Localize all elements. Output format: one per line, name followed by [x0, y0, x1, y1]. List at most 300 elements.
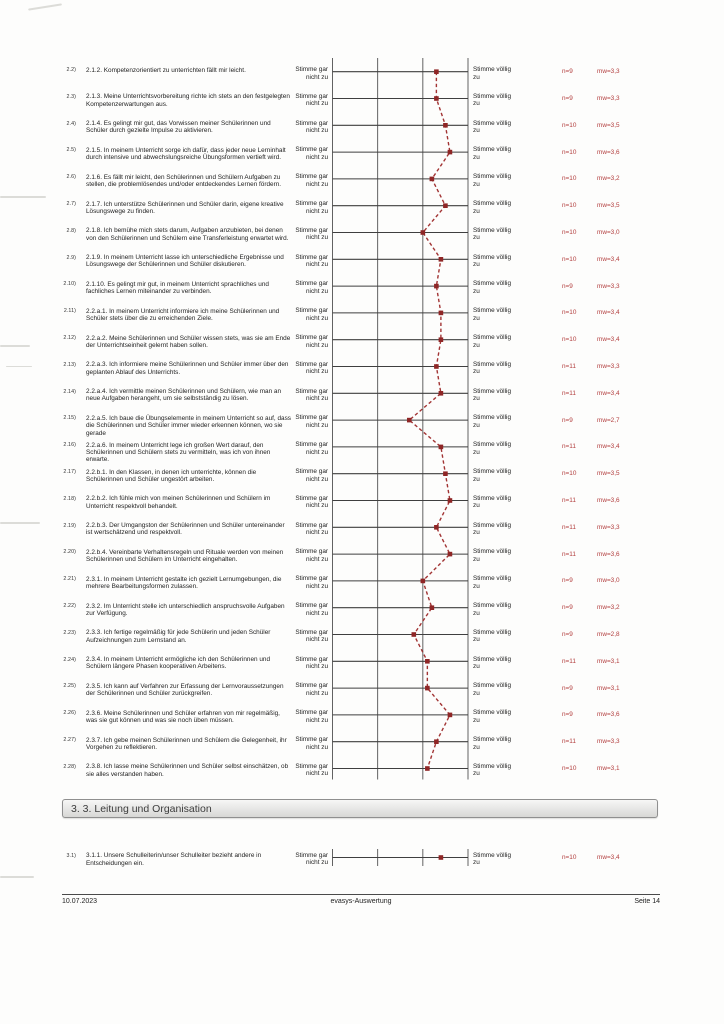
mean-marker: [439, 855, 444, 860]
scale-left-label-line: Stimme gar: [295, 521, 328, 529]
scale-right-label: [473, 173, 537, 188]
scale-right-label-line: Stimme völlig: [473, 414, 511, 422]
scale-left-label: [264, 334, 328, 349]
scale-right-label: [473, 441, 537, 456]
item-number: 2.14): [63, 388, 76, 395]
footer-divider: [62, 894, 660, 895]
n-value: n=9: [562, 68, 573, 76]
item-number: 3.1): [66, 852, 76, 859]
scale-right-label-line: Stimme völlig: [473, 173, 511, 181]
scale-right-label: [473, 522, 537, 537]
scale-right-label: [473, 736, 537, 751]
mw-value: mw=3,1: [597, 657, 620, 665]
scale-right-label-line: Stimme völlig: [473, 441, 511, 449]
scale-left-label: [264, 280, 328, 295]
scale-left-label: [264, 575, 328, 590]
scale-left-label-line: nicht zu: [305, 341, 328, 349]
scale-right-label-line: Stimme völlig: [473, 736, 511, 743]
mean-marker: [448, 498, 453, 503]
mw-value: mw=3,6: [597, 497, 620, 505]
mean-marker: [434, 69, 439, 74]
scan-artifact: [0, 876, 34, 878]
scale-left-label-line: Stimme gar: [295, 548, 328, 556]
scale-left-label: [264, 522, 328, 537]
item-text: 2.3.1. In meinem Unterricht gestalte ich gezielt Lernumgebungen, die mehrere Bearbeitungsformen zulassen.: [86, 575, 282, 591]
item-text: 2.1.6. Es fällt mir leicht, den Schülerinnen und Schülern Aufgaben zu stellen, die problemlösendes und/oder entdeckendes Lernen fördern.: [86, 173, 282, 189]
mean-marker: [434, 96, 439, 101]
scale-right-label: [473, 334, 537, 349]
scale-right-label: [473, 146, 537, 161]
item-number: 2.15): [63, 415, 76, 422]
scale-left-label: [264, 763, 328, 778]
scale-left-label-line: Stimme gar: [295, 709, 328, 717]
scale-left-label-line: nicht zu: [305, 582, 328, 590]
n-value: n=10: [562, 229, 577, 237]
scale-left-label-line: Stimme gar: [295, 851, 328, 859]
footer-title: evasys-Auswertung: [330, 898, 392, 905]
mean-marker: [434, 739, 439, 744]
scale-left-label: [264, 66, 328, 81]
scale-right-label-line: zu: [473, 100, 480, 108]
scale-right-label-line: zu: [473, 859, 480, 867]
scale-left-label-line: nicht zu: [305, 689, 328, 697]
scale-left-label: [264, 120, 328, 135]
n-value: n=10: [562, 175, 577, 183]
mw-value: mw=3,3: [597, 738, 620, 746]
item-text: 2.3.3. Ich fertige regelmäßig für jede Schülerin und jeden Schüler Aufzeichnungen zum Lernstand an.: [86, 629, 271, 644]
item-number: 2.16): [63, 442, 76, 449]
mean-marker: [443, 471, 448, 476]
n-value: n=11: [562, 550, 576, 558]
n-value: n=9: [562, 416, 573, 424]
scale-left-label-line: nicht zu: [305, 207, 328, 215]
scan-artifact: [0, 345, 30, 347]
item-text: 2.1.4. Es gelingt mir gut, das Vorwissen meiner Schülerinnen und Schüler durch gezielte Impulse zu aktivieren.: [86, 120, 271, 135]
scale-right-label-line: zu: [473, 314, 480, 322]
scale-right-label: [473, 548, 537, 563]
scale-left-label-line: Stimme gar: [295, 602, 328, 609]
scale-left-label: [264, 388, 328, 403]
mw-value: mw=3,3: [597, 282, 620, 290]
mw-value: mw=3,5: [597, 121, 620, 129]
mw-value: mw=3,4: [597, 443, 620, 451]
scale-left-label-line: nicht zu: [305, 770, 328, 778]
mw-value: mw=3,3: [597, 95, 620, 103]
scale-right-label-line: Stimme völlig: [473, 468, 511, 475]
mean-marker: [439, 311, 444, 316]
scale-right-label-line: zu: [473, 475, 480, 483]
item-number: 2.7): [66, 201, 76, 208]
scale-right-label: [473, 388, 537, 403]
item-number: 2.6): [66, 174, 76, 181]
n-value: n=10: [562, 854, 577, 862]
item-text: 2.1.8. Ich bemühe mich stets darum, Aufgaben anzubieten, bei denen von den Schülerinnen und Schülern eine Transferleistung erwartet wird.: [86, 227, 289, 242]
scale-right-label-line: Stimme völlig: [473, 334, 511, 341]
scale-right-label: [473, 602, 537, 617]
profile-line: [409, 72, 450, 769]
scale-right-label: [473, 468, 537, 483]
item-number: 2.4): [66, 120, 76, 127]
item-text: 2.2.a.1. In meinem Unterricht informiere ich meine Schülerinnen und Schüler stets über die zu erreichenden Ziele.: [86, 307, 280, 323]
scale-left-label: [264, 414, 328, 429]
scale-right-label-line: Stimme völlig: [473, 360, 511, 368]
scale-left-label: [264, 441, 328, 456]
mean-marker: [430, 605, 435, 610]
scale-left-label-line: nicht zu: [305, 127, 328, 135]
scale-right-label-line: Stimme völlig: [473, 280, 511, 288]
scale-right-label-line: zu: [473, 287, 480, 295]
scale-right-label-line: zu: [473, 207, 480, 215]
scale-right-label-line: Stimme völlig: [473, 253, 511, 261]
scale-right-label-line: zu: [473, 609, 480, 617]
scale-right-label-line: zu: [473, 127, 480, 135]
item-number: 2.17): [63, 469, 76, 476]
item-number: 2.13): [63, 361, 76, 368]
mw-value: mw=3,4: [597, 389, 620, 397]
scale-left-label: [264, 656, 328, 671]
scale-right-label-line: zu: [473, 689, 480, 697]
item-text: 2.3.6. Meine Schülerinnen und Schüler erfahren von mir regelmäßig, was sie gut können und was sie noch üben müssen.: [86, 709, 280, 725]
item-text: 2.1.5. In meinem Unterricht sorge ich dafür, dass jeder neue Lerninhalt durch intensive und abwechslungsreiche Übungsformen vertieft wird.: [86, 146, 286, 162]
scale-right-label: [473, 120, 537, 135]
mw-value: mw=3,4: [597, 336, 620, 344]
footer-date: 10.07.2023: [62, 898, 98, 905]
scale-left-label-line: Stimme gar: [295, 682, 328, 690]
item-text: 2.1.9. In meinem Unterricht lasse ich unterschiedliche Ergebnisse und Lösungswege der Schülerinnen und Schüler diskutieren.: [86, 254, 284, 269]
scale-left-label-line: Stimme gar: [295, 494, 328, 502]
item-number: 2.28): [63, 763, 76, 770]
item-text: 2.3.8. Ich lasse meine Schülerinnen und Schüler selbst einschätzen, ob sie alles verstanden haben.: [86, 763, 289, 778]
mean-marker: [430, 177, 435, 182]
n-value: n=9: [562, 631, 573, 639]
scale-left-label: [264, 227, 328, 242]
n-value: n=10: [562, 470, 577, 478]
item-number: 2.22): [63, 603, 76, 610]
scale-left-label-line: nicht zu: [305, 180, 328, 188]
scale-right-label-line: Stimme völlig: [473, 146, 511, 154]
scale-left-label-line: nicht zu: [305, 421, 328, 429]
scale-left-label-line: Stimme gar: [295, 253, 328, 261]
scale-right-label: [473, 763, 537, 778]
scale-left-label: [264, 548, 328, 563]
item-number: 2.26): [63, 710, 76, 717]
mean-marker: [425, 686, 430, 691]
scale-left-label-line: nicht zu: [305, 153, 328, 161]
mw-value: mw=2,8: [597, 631, 620, 639]
scale-left-label-line: Stimme gar: [295, 762, 328, 770]
scale-right-label: [473, 227, 537, 242]
scale-left-label-line: nicht zu: [305, 475, 328, 483]
scale-left-label-line: nicht zu: [305, 502, 328, 510]
item-number: 2.9): [66, 254, 76, 261]
scale-right-label: [473, 66, 537, 81]
n-value: n=9: [562, 95, 573, 103]
scale-right-label-line: zu: [473, 716, 480, 724]
scale-right-label-line: Stimme völlig: [473, 851, 511, 859]
scale-right-label: [473, 495, 537, 510]
scale-right-label: [473, 629, 537, 644]
scale-right-label-line: zu: [473, 636, 480, 644]
scale-right-label: [473, 852, 537, 867]
scale-left-label: [264, 602, 328, 617]
mw-value: mw=3,4: [597, 854, 620, 862]
item-text: 2.3.5. Ich kann auf Verfahren zur Erfassung der Lernvoraussetzungen der Schülerinnen und Schüler zurückgreifen.: [86, 682, 284, 698]
scale-left-label-line: Stimme gar: [295, 146, 328, 154]
item-text: 2.1.10. Es gelingt mir gut, in meinem Unterricht sprachliches und fachliches Lernen miteinander zu verbinden.: [86, 280, 269, 296]
scale-right-label: [473, 93, 537, 108]
mw-value: mw=3,4: [597, 309, 620, 317]
scale-left-label-line: Stimme gar: [295, 468, 328, 475]
scale-left-label-line: nicht zu: [305, 555, 328, 563]
scale-left-label: [264, 682, 328, 697]
mw-value: mw=3,0: [597, 229, 620, 237]
n-value: n=10: [562, 202, 577, 210]
scale-left-label-line: nicht zu: [305, 234, 328, 242]
n-value: n=9: [562, 711, 573, 719]
scale-left-label: [264, 93, 328, 108]
n-value: n=9: [562, 577, 573, 585]
mw-value: mw=2,7: [597, 416, 620, 424]
item-text: 2.2.b.4. Vereinbarte Verhaltensregeln und Rituale werden von meinen Schülerinnen und Schülern im Unterricht eingehalten.: [86, 548, 284, 564]
mean-marker: [407, 418, 412, 423]
scale-right-label-line: zu: [473, 582, 480, 590]
item-number: 2.18): [63, 495, 76, 502]
scale-right-label-line: Stimme völlig: [473, 548, 511, 556]
item-text: 2.2.b.1. In den Klassen, in denen ich unterrichte, können die Schülerinnen und Schüler ungestört arbeiten.: [86, 468, 257, 483]
scale-left-label-line: Stimme gar: [295, 360, 328, 368]
scale-right-label: [473, 361, 537, 376]
scale-right-label: [473, 414, 537, 429]
scale-left-label-line: nicht zu: [305, 73, 328, 81]
scale-right-label: [473, 656, 537, 671]
mean-marker: [448, 150, 453, 155]
scale-right-label-line: Stimme völlig: [473, 602, 511, 609]
mean-marker: [443, 123, 448, 128]
mw-value: mw=3,6: [597, 148, 620, 156]
n-value: n=9: [562, 282, 573, 290]
section-title: 3. 3. Leitung und Organisation: [71, 803, 212, 815]
mw-value: mw=3,3: [597, 363, 620, 371]
scale-left-label-line: Stimme gar: [295, 414, 328, 422]
scale-left-label: [264, 468, 328, 483]
mean-marker: [434, 525, 439, 530]
scale-left-label: [264, 173, 328, 188]
scale-right-label-line: zu: [473, 502, 480, 510]
item-number: 2.24): [63, 656, 76, 663]
n-value: n=11: [562, 523, 576, 531]
n-value: n=11: [562, 657, 576, 665]
item-text: 3.1.1. Unsere Schulleiterin/unser Schulleiter bezieht andere in Entscheidungen ein.: [86, 852, 262, 867]
scale-left-label-line: nicht zu: [305, 716, 328, 724]
scale-right-label-line: Stimme völlig: [473, 682, 511, 690]
scale-right-label-line: zu: [473, 341, 480, 349]
scale-right-label-line: Stimme völlig: [473, 66, 511, 73]
scan-artifact: [0, 196, 46, 198]
scale-left-label-line: nicht zu: [305, 663, 328, 671]
item-number: 2.5): [66, 147, 76, 154]
scale-left-label: [264, 254, 328, 269]
item-text: 2.2.a.6. In meinem Unterricht lege ich großen Wert darauf, den Schülerinnen und Schülern stets zu vermitteln, was ich von ihnen erwarte.: [86, 441, 271, 464]
scale-right-label-line: Stimme völlig: [473, 226, 511, 234]
scale-right-label-line: zu: [473, 368, 480, 376]
item-text: 2.2.a.5. Ich baue die Übungselemente in meinem Unterricht so auf, dass die Schülerinnen und Schüler immer wieder erkennen können, wo sie gerade: [86, 414, 291, 437]
scale-right-label-line: Stimme völlig: [473, 655, 511, 663]
n-value: n=11: [562, 443, 576, 451]
item-text: 2.1.2. Kompetenzorientiert zu unterrichten fällt mir leicht.: [86, 66, 246, 74]
item-text: 2.3.7. Ich gebe meinen Schülerinnen und Schülern die Gelegenheit, ihr Vorgehen zu reflektieren.: [86, 736, 287, 751]
scale-left-label: [264, 736, 328, 751]
item-number: 2.8): [66, 227, 76, 234]
mw-value: mw=3,2: [597, 175, 620, 183]
scale-right-label-line: Stimme völlig: [473, 92, 511, 100]
mw-value: mw=3,3: [597, 523, 620, 531]
mean-marker: [443, 203, 448, 208]
item-number: 2.3): [66, 93, 76, 100]
mean-marker: [448, 552, 453, 557]
scale-left-label-line: Stimme gar: [295, 307, 328, 315]
item-text: 2.3.4. In meinem Unterricht ermögliche ich den Schülerinnen und Schülern längere Phasen kooperativen Arbeitens.: [86, 656, 271, 671]
n-value: n=10: [562, 255, 577, 263]
scale-right-label-line: Stimme völlig: [473, 200, 511, 207]
mean-marker: [434, 364, 439, 369]
item-number: 2.21): [63, 576, 76, 583]
scale-right-label: [473, 575, 537, 590]
scale-left-label: [264, 629, 328, 644]
scale-right-label-line: Stimme völlig: [473, 387, 511, 395]
scan-artifact: [6, 366, 32, 367]
scale-left-label-line: Stimme gar: [295, 334, 328, 341]
scale-left-label: [264, 146, 328, 161]
mw-value: mw=3,3: [597, 68, 620, 76]
n-value: n=11: [562, 363, 576, 371]
n-value: n=10: [562, 121, 577, 129]
scale-right-label-line: Stimme völlig: [473, 307, 511, 315]
scale-right-label: [473, 709, 537, 724]
n-value: n=10: [562, 148, 577, 156]
scale-right-label-line: Stimme völlig: [473, 575, 511, 583]
scale-right-label-line: zu: [473, 234, 480, 242]
mean-marker: [425, 659, 430, 664]
mw-value: mw=3,4: [597, 255, 620, 263]
scale-right-label-line: zu: [473, 421, 480, 429]
scale-right-label-line: Stimme völlig: [473, 494, 511, 502]
item-number: 2.25): [63, 683, 76, 690]
scale-left-label-line: nicht zu: [305, 529, 328, 537]
scale-right-label-line: zu: [473, 743, 480, 751]
item-number: 2.2): [66, 67, 76, 74]
item-text: 2.2.a.4. Ich vermittle meinen Schülerinnen und Schülern, wie man an neue Aufgaben herangeht, um sie selbstständig zu lösen.: [86, 388, 282, 403]
item-text: 2.2.b.2. Ich fühle mich von meinen Schülerinnen und Schülern im Unterricht respektvoll behandelt.: [86, 495, 271, 510]
scale-right-label-line: zu: [473, 180, 480, 188]
mean-marker: [421, 230, 426, 235]
scale-left-label-line: Stimme gar: [295, 226, 328, 234]
scale-left-label-line: Stimme gar: [295, 628, 328, 636]
n-value: n=10: [562, 309, 577, 317]
item-text: 2.2.a.3. Ich informiere meine Schülerinnen und Schüler immer über den geplanten Ablauf des Unterrichts.: [86, 361, 289, 376]
scale-right-label-line: zu: [473, 73, 480, 81]
scale-right-label: [473, 254, 537, 269]
item-number: 2.19): [63, 522, 76, 529]
scale-left-label-line: Stimme gar: [295, 119, 328, 127]
scale-left-label-line: Stimme gar: [295, 66, 328, 73]
scale-left-label-line: nicht zu: [305, 100, 328, 108]
item-number: 2.11): [63, 308, 76, 315]
item-text: 2.2.a.2. Meine Schülerinnen und Schüler wissen stets, was sie am Ende der Unterrichtseinheit gelernt haben sollen.: [86, 334, 291, 349]
item-text: 2.1.7. Ich unterstütze Schülerinnen und Schüler darin, eigene kreative Lösungswege zu finden.: [86, 200, 284, 215]
scale-left-label: [264, 495, 328, 510]
scale-left-label-line: nicht zu: [305, 395, 328, 403]
scale-left-label-line: Stimme gar: [295, 280, 328, 288]
mw-value: mw=3,5: [597, 202, 620, 210]
mean-marker: [448, 713, 453, 718]
scale-left-label: [264, 852, 328, 867]
item-text: 2.3.2. Im Unterricht stelle ich unterschiedlich anspruchsvolle Aufgaben zur Verfügung.: [86, 602, 285, 617]
scale-right-label: [473, 280, 537, 295]
item-number: 2.10): [63, 281, 76, 288]
mw-value: mw=3,0: [597, 577, 620, 585]
scale-right-label-line: zu: [473, 555, 480, 563]
item-text: 2.2.b.3. Der Umgangston der Schülerinnen und Schüler untereinander ist wertschätzend und respektvoll.: [86, 522, 285, 537]
scale-right-label-line: Stimme völlig: [473, 628, 511, 636]
footer-page-number: Seite 14: [634, 898, 660, 905]
mean-marker: [439, 391, 444, 396]
scale-left-label-line: Stimme gar: [295, 736, 328, 743]
scale-left-label-line: Stimme gar: [295, 575, 328, 583]
mean-marker: [412, 632, 417, 637]
mean-marker: [439, 337, 444, 342]
scale-left-label-line: nicht zu: [305, 287, 328, 295]
mw-value: mw=3,6: [597, 711, 620, 719]
scale-left-label: [264, 200, 328, 215]
n-value: n=10: [562, 765, 577, 773]
item-text: 2.1.3. Meine Unterrichtsvorbereitung richte ich stets an den festgelegten Kompetenzerwartungen aus.: [86, 93, 290, 108]
scale-left-label-line: nicht zu: [305, 609, 328, 617]
item-number: 2.27): [63, 737, 76, 744]
scale-right-label-line: zu: [473, 261, 480, 269]
mean-marker: [425, 766, 430, 771]
mw-value: mw=3,1: [597, 684, 620, 692]
scan-artifact: [0, 522, 40, 524]
scale-left-label-line: Stimme gar: [295, 92, 328, 100]
scale-right-label-line: Stimme völlig: [473, 709, 511, 717]
mean-marker: [439, 445, 444, 450]
scale-left-label-line: nicht zu: [305, 636, 328, 644]
item-number: 2.23): [63, 629, 76, 636]
scale-right-label-line: zu: [473, 663, 480, 671]
scale-left-label-line: nicht zu: [305, 314, 328, 322]
mean-marker: [421, 579, 426, 584]
scale-left-label: [264, 307, 328, 322]
n-value: n=11: [562, 389, 576, 397]
scale-right-label-line: zu: [473, 448, 480, 456]
scale-left-label-line: Stimme gar: [295, 173, 328, 181]
item-number: 2.12): [63, 335, 76, 342]
scale-left-label: [264, 361, 328, 376]
item-number: 2.20): [63, 549, 76, 556]
scale-right-label-line: Stimme völlig: [473, 119, 511, 127]
scan-artifact: [28, 3, 62, 10]
scale-right-label-line: Stimme völlig: [473, 521, 511, 529]
section-header-bar: [62, 799, 658, 818]
scale-right-label-line: zu: [473, 395, 480, 403]
n-value: n=11: [562, 738, 576, 746]
mw-value: mw=3,5: [597, 470, 620, 478]
n-value: n=9: [562, 604, 573, 612]
scale-right-label-line: zu: [473, 770, 480, 778]
scale-right-label-line: Stimme völlig: [473, 762, 511, 770]
scale-left-label-line: nicht zu: [305, 448, 328, 456]
n-value: n=9: [562, 684, 573, 692]
